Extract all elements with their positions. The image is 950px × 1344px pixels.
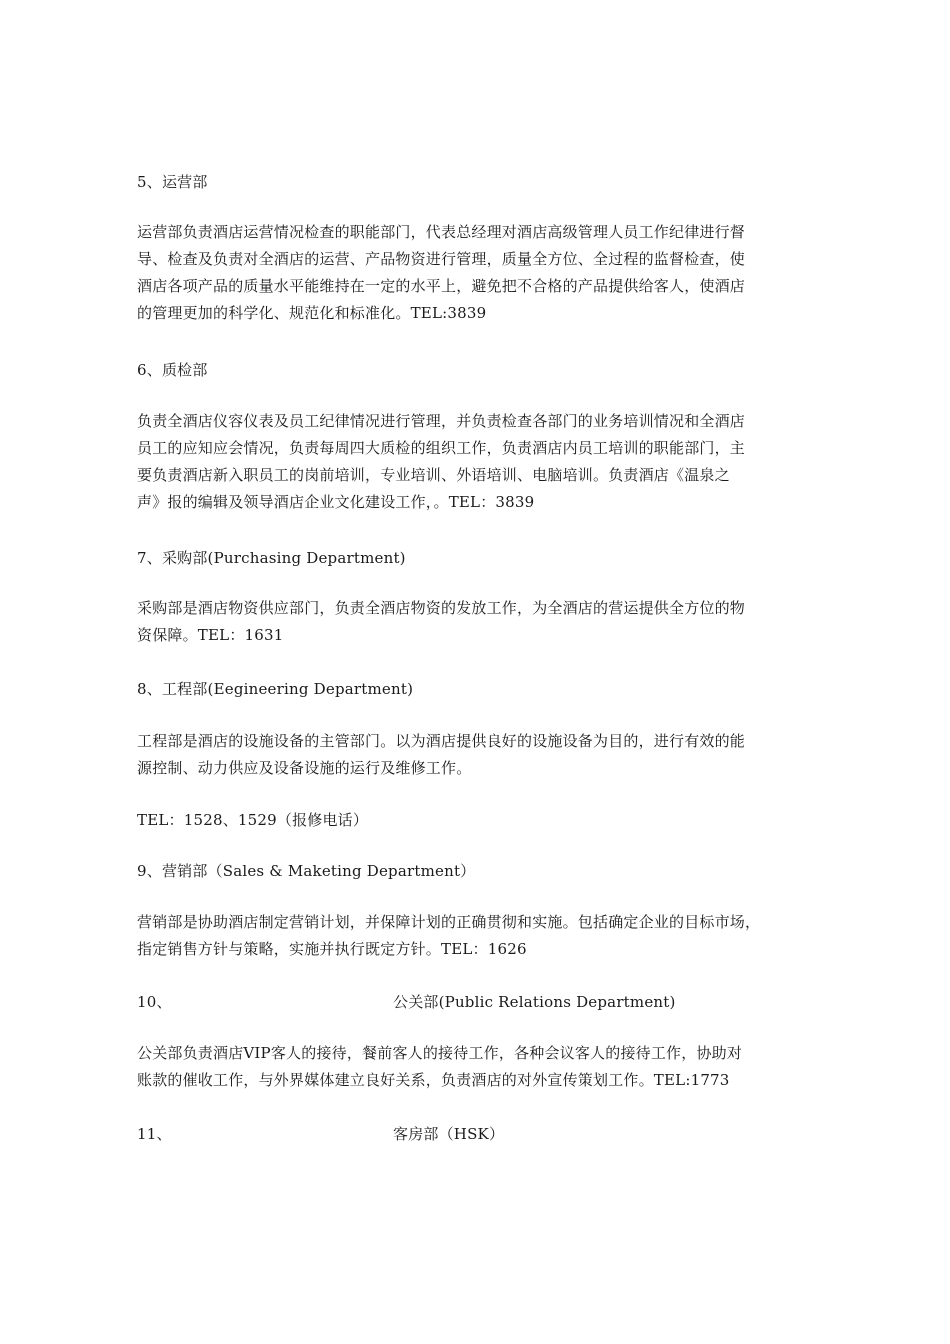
section-5-heading: [137, 169, 817, 196]
section-10-line-1: 公关部负责酒店VIP客人的接待，餐前客人的接待工作，各种会议客人的接待工作，协助对: [137, 1044, 743, 1062]
section-8-heading-text: 8、工程部(Eegineering Department): [137, 680, 414, 698]
section-10-body: [137, 1040, 817, 1094]
section-6-heading-text: 6、质检部: [137, 361, 208, 379]
section-5-line-4: 的管理更加的科学化、规范化和标准化。TEL:3839: [137, 304, 487, 322]
section-9-body: [137, 909, 817, 963]
section-6-heading: [137, 357, 817, 384]
section-10-title: 公关部(Public Relations Department): [393, 993, 676, 1011]
section-10-number: 10、: [137, 993, 172, 1011]
section-8-tel: [137, 807, 817, 834]
section-11-title: 客房部（HSK）: [393, 1125, 505, 1143]
section-5-body: [137, 219, 817, 327]
section-5-line-2: 导、检查及负责对全酒店的运营、产品物资进行管理，质量全方位、全过程的监督检查，使: [137, 250, 746, 268]
section-6-line-2: 员工的应知应会情况，负责每周四大质检的组织工作，负责酒店内员工培训的职能部门，主: [137, 439, 746, 457]
section-6-line-3: 要负责酒店新入职员工的岗前培训，专业培训、外语培训、电脑培训。负责酒店《温泉之: [137, 466, 730, 484]
section-9-line-1: 营销部是协助酒店制定营销计划，并保障计划的正确贯彻和实施。包括确定企业的目标市场，: [137, 913, 761, 931]
section-10-line-2: 账款的催收工作，与外界媒体建立良好关系，负责酒店的对外宣传策划工作。TEL:1773: [137, 1071, 730, 1089]
section-10-heading: [137, 989, 817, 1016]
section-11-heading: [137, 1121, 817, 1148]
section-5-line-3: 酒店各项产品的质量水平能维持在一定的水平上，避免把不合格的产品提供给客人，使酒店: [137, 277, 746, 295]
section-6-line-1: 负责全酒店仪容仪表及员工纪律情况进行管理，并负责检查各部门的业务培训情况和全酒店: [137, 412, 746, 430]
section-7-body: [137, 595, 817, 649]
section-7-heading: [137, 545, 817, 572]
section-9-line-2: 指定销售方针与策略，实施并执行既定方针。TEL：1626: [137, 940, 527, 958]
section-8-body: [137, 728, 817, 782]
section-11-number: 11、: [137, 1125, 172, 1143]
section-5-line-1: 运营部负责酒店运营情况检查的职能部门，代表总经理对酒店高级管理人员工作纪律进行督: [137, 223, 746, 241]
section-8-heading: [137, 676, 817, 703]
section-8-line-1: 工程部是酒店的设施设备的主管部门。以为酒店提供良好的设施设备为目的，进行有效的能: [137, 732, 746, 750]
section-8-tel-text: TEL：1528、1529（报修电话）: [137, 811, 369, 829]
section-7-line-2: 资保障。TEL：1631: [137, 626, 284, 644]
section-9-heading: [137, 858, 817, 885]
section-7-heading-text: 7、采购部(Purchasing Department): [137, 549, 406, 567]
section-6-line-4: 声》报的编辑及领导酒店企业文化建设工作，。TEL：3839: [137, 493, 535, 511]
section-6-body: [137, 408, 817, 516]
section-8-line-2: 源控制、动力供应及设备设施的运行及维修工作。: [137, 759, 472, 777]
section-7-line-1: 采购部是酒店物资供应部门，负责全酒店物资的发放工作，为全酒店的营运提供全方位的物: [137, 599, 746, 617]
section-9-heading-text: 9、营销部（Sales & Maketing Department）: [137, 862, 476, 880]
section-5-heading-text: 5、运营部: [137, 173, 208, 191]
